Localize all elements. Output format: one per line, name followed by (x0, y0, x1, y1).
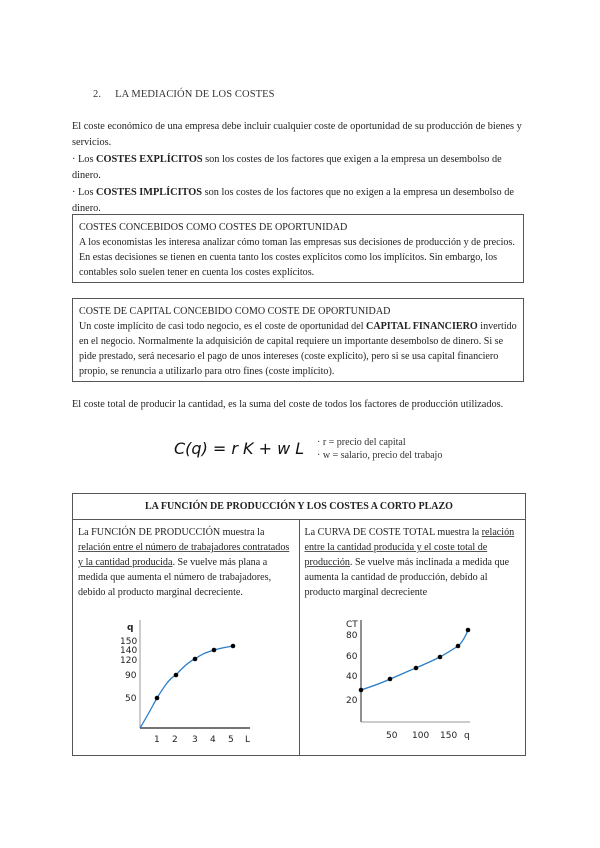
box-title: COSTES CONCEBIDOS COMO COSTES DE OPORTUNIDAD (79, 222, 348, 233)
svg-text:150: 150 (440, 731, 458, 741)
svg-text:5: 5 (228, 735, 234, 745)
svg-text:50: 50 (386, 731, 398, 741)
svg-text:50: 50 (125, 694, 137, 704)
svg-text:100: 100 (412, 731, 430, 741)
total-cost-curve (361, 630, 468, 690)
svg-text:4: 4 (210, 735, 216, 745)
box-title: COSTE DE CAPITAL CONCEBIDO COMO COSTE DE OPORTUNIDAD (79, 306, 391, 317)
svg-text:80: 80 (346, 631, 358, 641)
x-axis-label: q (464, 731, 470, 741)
box-body: Un coste implícito de casi todo negocio, es el coste de oportunidad del CAPITAL FINANCIERO invertido en el negocio. Normalmente la adquisición de capital requiere un importante desembolso de dinero. Si se pide prestado, será necesario el pago de unos intereses (coste explícito), pero si se usa capital financiero propio, se renuncia a utilizarlo para otro fines (coste implícito). (79, 321, 517, 378)
total-cost-curve-cell: La CURVA DE COSTE TOTAL muestra la relación entre la cantidad producida y el coste total de producción. Se vuelve más inclinada a medida que aumenta la cantidad de producción, debido al producto marginal decreciente (299, 520, 526, 756)
table-header: LA FUNCIÓN DE PRODUCCIÓN Y LOS COSTES A CORTO PLAZO (73, 494, 526, 520)
capital-cost-box (72, 298, 524, 382)
production-function-relation: relación entre el número de trabajadores contratados y la cantidad producida (78, 542, 290, 569)
data-points (359, 628, 471, 693)
svg-text:140: 140 (120, 646, 138, 656)
implicit-costs-definition: · Los COSTES IMPLÍCITOS son los costes de los factores que no exigen a la empresa un desembolso de dinero. (72, 186, 514, 215)
svg-text:150: 150 (120, 637, 138, 647)
y-axis-label: CT (346, 620, 358, 630)
svg-text:60: 60 (346, 652, 358, 662)
explicit-costs-definition: · Los COSTES EXPLÍCITOS son los costes de los factores que exigen a la empresa un desembolso de dinero. (72, 153, 502, 182)
y-axis-label: q (127, 623, 134, 633)
svg-text:1: 1 (154, 735, 160, 745)
legend-w: · w = salario, precio del trabajo (317, 450, 443, 461)
production-function-chart (100, 615, 280, 745)
data-points (155, 644, 236, 701)
svg-text:90: 90 (125, 671, 137, 681)
opportunity-costs-box (72, 214, 524, 283)
section-heading (93, 89, 275, 100)
total-cost-chart (330, 615, 510, 745)
section-number: 2. (93, 89, 102, 100)
svg-text:20: 20 (346, 696, 358, 706)
svg-text:3: 3 (192, 735, 198, 745)
total-cost-text: El coste total de producir la cantidad, es la suma del coste de todos los factores de producción utilizados. (72, 399, 504, 410)
section-title: LA MEDIACIÓN DE LOS COSTES (115, 89, 275, 100)
total-cost-relation: relación entre la cantidad producida y el coste total de producción (304, 527, 515, 569)
intro-paragraph (72, 119, 532, 217)
explicit-costs-term: COSTES EXPLÍCITOS (96, 153, 203, 165)
implicit-costs-term: COSTES IMPLÍCITOS (96, 186, 202, 198)
legend-r: · r = precio del capital (317, 437, 406, 448)
svg-text:2: 2 (172, 735, 178, 745)
intro-line: El coste económico de una empresa debe incluir cualquier coste de oportunidad de su producción de bienes y servicios. (72, 121, 522, 149)
production-curve (140, 646, 233, 728)
svg-text:120: 120 (120, 656, 138, 666)
production-function-cell: La FUNCIÓN DE PRODUCCIÓN muestra la relación entre el número de trabajadores contratados y la cantidad producida. Se vuelve más plana a medida que aumenta el número de trabajadores, debido al producto marginal decreciente. (73, 520, 300, 756)
box-body: A los economistas les interesa analizar cómo toman las empresas sus decisiones de producción y de precios. En estas decisiones se tienen en cuenta tanto los costes explícitos como los implícitos. Sin embargo, los contables solo suelen tener en cuenta los costes explícitos. (79, 237, 515, 279)
financial-capital-term: CAPITAL FINANCIERO (366, 321, 478, 333)
x-axis-label: L (245, 735, 251, 745)
svg-text:40: 40 (346, 672, 358, 682)
cost-formula: C(q) = r K + w L (174, 439, 305, 458)
formula-legend (317, 436, 442, 462)
